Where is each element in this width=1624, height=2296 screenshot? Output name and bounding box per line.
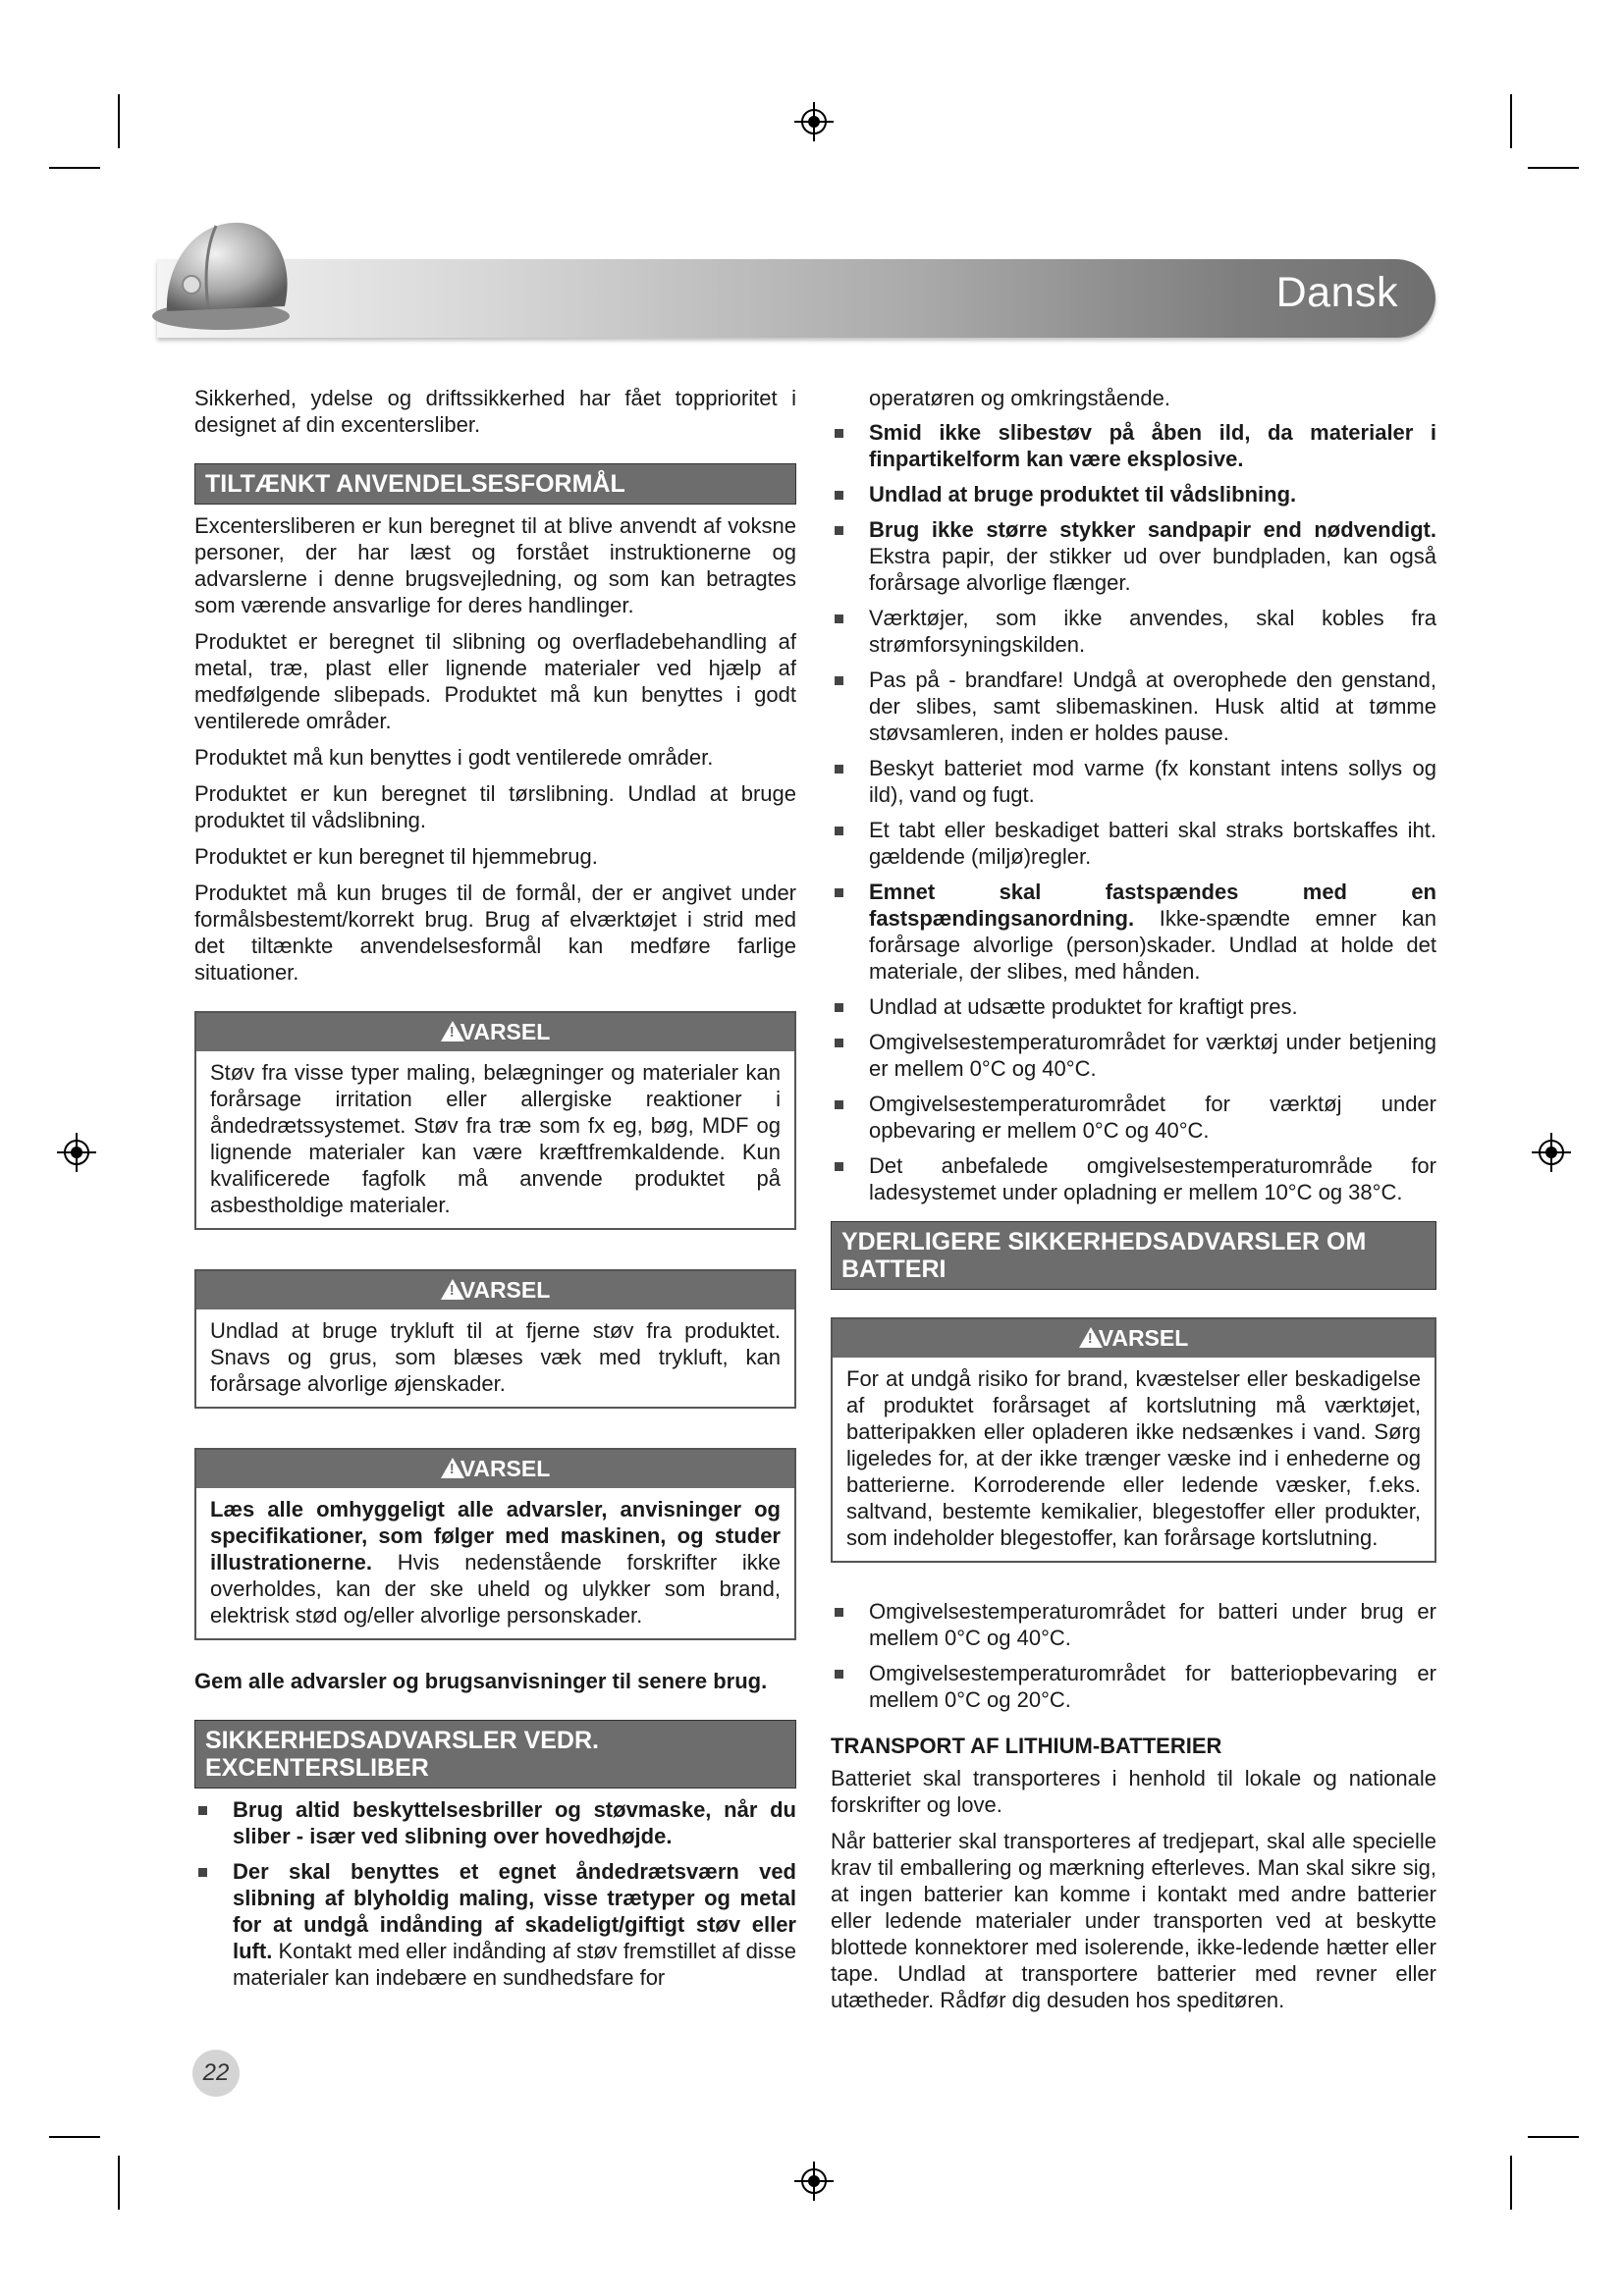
registration-mark-icon xyxy=(794,102,834,141)
list-item: Undlad at udsætte produktet for kraftigt pres. xyxy=(831,993,1436,1020)
section-title-safety: SIKKERHEDSADVARSLER VEDR. EXCENTERSLIBER xyxy=(194,1720,796,1789)
registration-mark-icon xyxy=(1532,1133,1571,1172)
keep-instructions-notice: Gem alle advarsler og brugsanvisninger til senere brug. xyxy=(194,1669,768,1693)
list-item: Smid ikke slibestøv på åben ild, da materialer i finpartikelform kan være eksplosive. xyxy=(831,419,1436,472)
registration-mark-icon xyxy=(57,1133,96,1172)
warning-header xyxy=(833,1319,1435,1358)
crop-mark xyxy=(118,2156,120,2210)
crop-mark xyxy=(118,94,120,148)
language-header-band xyxy=(157,259,1435,338)
crop-mark xyxy=(1510,94,1512,148)
warning-triangle-icon xyxy=(441,1021,464,1041)
warning-label: VARSEL xyxy=(460,1277,551,1303)
intended-use-paragraph: Excentersliberen er kun beregnet til at blive anvendt af voksne personer, der har læst og forstået instruktionerne og advarslerne i denne brugsvejledning, og som kan betragtes som værende ansvarlige for deres handlinger. xyxy=(194,513,796,617)
warning-label: VARSEL xyxy=(460,1456,551,1481)
transport-paragraph: Batteriet skal transporteres i henhold til lokale og nationale forskrifter og love. xyxy=(831,1766,1436,1817)
warning-triangle-icon xyxy=(1079,1327,1103,1348)
warning-text xyxy=(196,1488,794,1638)
battery-list xyxy=(831,1598,1436,1713)
left-column xyxy=(194,385,796,2000)
list-item: Omgivelsestemperaturområdet for batteriopbevaring er mellem 0°C og 20°C. xyxy=(831,1660,1436,1713)
intended-use-paragraph: Produktet må kun benyttes i godt ventilerede områder. xyxy=(194,745,714,770)
list-item: Værktøjer, som ikke anvendes, skal kobles fra strømforsyningskilden. xyxy=(831,605,1436,658)
safety-helmet-icon xyxy=(147,208,304,336)
transport-title: TRANSPORT AF LITHIUM-BATTERIER xyxy=(831,1734,1222,1758)
warning-box xyxy=(831,1317,1436,1563)
warning-text: For at undgå risiko for brand, kvæstelser eller beskadigelse af produktet forårsaget af kortslutning må værktøjet, batteripakken eller opladeren ikke nedsænkes i vand. Sørg ligeledes for, at der ikke trænger væske ind i enhederne og batterierne. Korroderende eller ledende væsker, f.eks. saltvand, bestemte kemikalier, blegestoffer eller produkter, som indeholder blegestoffer, kan forårsage kortslutning. xyxy=(846,1366,1421,1550)
registration-mark-icon xyxy=(794,2162,834,2201)
warning-label: VARSEL xyxy=(1098,1325,1189,1351)
list-item: Emnet skal fastspændes med en fastspændingsanordning. Ikke-spændte emner kan forårsage alvorlige (person)skader. Undlad at holde det materiale, der slibes, med hånden. xyxy=(831,879,1436,985)
transport-paragraph: Når batterier skal transporteres af tredjepart, skal alle specielle krav til emballering og mærkning efterleves. Man skal sikre sig, at ingen batterier kan komme i kontakt med andre batterier eller ledende materialer under transporten ved at beskytte blottede konnektorer med isolerende, ikke-ledende hætter eller tape. Undlad at transportere batterier med revner eller utætheder. Rådfør dig desuden hos speditøren. xyxy=(831,1829,1436,2012)
crop-mark xyxy=(1510,2156,1512,2210)
intended-use-paragraph: Produktet er beregnet til slibning og overfladebehandling af metal, træ, plast eller lignende materialer ved hjælp af medfølgende slibepads. Produktet må kun benyttes i godt ventilerede områder. xyxy=(194,629,796,733)
list-item: Der skal benyttes et egnet åndedrætsværn ved slibning af blyholdig maling, visse trætyper og metal for at undgå indånding af skadeligt/giftigt støv eller luft. Kontakt med eller indånding af støv fremstillet af disse materialer kan indebære en sundhedsfare for xyxy=(194,1858,796,1991)
language-title: Dansk xyxy=(1275,269,1398,316)
warning-header xyxy=(196,1450,794,1488)
warning-label: VARSEL xyxy=(460,1019,551,1044)
crop-mark xyxy=(49,2136,100,2138)
warning-bold-text: Læs alle omhyggeligt alle advarsler, anvisninger og specifikationer, som følger med maskinen, og studer illustrationerne. xyxy=(210,1497,781,1575)
crop-mark xyxy=(49,167,100,169)
right-column xyxy=(831,385,1436,2023)
intro-text: Sikkerhed, ydelse og driftssikkerhed har fået topprioritet i designet af din excentersliber. xyxy=(194,386,796,437)
intended-use-paragraph: Produktet er kun beregnet til tørslibning. Undlad at bruge produktet til vådslibning. xyxy=(194,781,796,832)
crop-mark xyxy=(1528,167,1579,169)
warning-triangle-icon xyxy=(441,1279,464,1300)
crop-mark xyxy=(1528,2136,1579,2138)
list-item: Omgivelsestemperaturområdet for batteri under brug er mellem 0°C og 40°C. xyxy=(831,1598,1436,1651)
page-number: 22 xyxy=(192,2050,240,2097)
continued-text: operatøren og omkringstående. xyxy=(869,386,1170,410)
warning-box xyxy=(194,1448,796,1640)
list-item: Beskyt batteriet mod varme (fx konstant intens sollys og ild), vand og fugt. xyxy=(831,755,1436,808)
warning-header xyxy=(196,1013,794,1051)
list-item: Brug ikke større stykker sandpapir end nødvendigt. Ekstra papir, der stikker ud over bundpladen, kan også forårsage alvorlige flænger. xyxy=(831,516,1436,596)
safety-list-continued xyxy=(831,419,1436,1205)
section-title-intended-use: TILTÆNKT ANVENDELSESFORMÅL xyxy=(194,463,796,505)
list-item: Undlad at bruge produktet til vådslibning. xyxy=(831,481,1436,507)
list-item: Brug altid beskyttelsesbriller og støvmaske, når du sliber - især ved slibning over hovedhøjde. xyxy=(194,1796,796,1849)
warning-box xyxy=(194,1269,796,1409)
warning-triangle-icon xyxy=(441,1458,464,1478)
list-item: Omgivelsestemperaturområdet for værktøj under opbevaring er mellem 0°C og 40°C. xyxy=(831,1091,1436,1144)
warning-plain-text: Hvis nedenstående forskrifter ikke overholdes, kan der ske uheld og ulykker som brand, elektrisk stød og/eller alvorlige personskader. xyxy=(210,1550,781,1628)
warning-box xyxy=(194,1011,796,1230)
intended-use-paragraph: Produktet er kun beregnet til hjemmebrug. xyxy=(194,844,598,869)
list-item: Pas på - brandfare! Undgå at overophede den genstand, der slibes, samt slibemaskinen. Husk altid at tømme støvsamleren, inden er holdes pause. xyxy=(831,667,1436,746)
warning-header xyxy=(196,1271,794,1309)
warning-text: Støv fra visse typer maling, belægninger og materialer kan forårsage irritation eller allergiske reaktioner i åndedrætssystemet. Støv fra træ som fx eg, bøg, MDF og lignende materialer kan være kræftfremkaldende. Kun kvalificerede fagfolk må anvende produktet på asbestholdige materialer. xyxy=(210,1060,781,1217)
section-title-battery: YDERLIGERE SIKKERHEDSADVARSLER OM BATTERI xyxy=(831,1221,1436,1290)
list-item: Omgivelsestemperaturområdet for værktøj under betjening er mellem 0°C og 40°C. xyxy=(831,1029,1436,1082)
list-item: Det anbefalede omgivelsestemperaturområde for ladesystemet under opladning er mellem 10°C og 38°C. xyxy=(831,1152,1436,1205)
list-item: Et tabt eller beskadiget batteri skal straks bortskaffes iht. gældende (miljø)regler. xyxy=(831,817,1436,870)
intended-use-paragraph: Produktet må kun bruges til de formål, der er angivet under formålsbestemt/korrekt brug. Brug af elværktøjet i strid med det tiltænkte anvendelsesformål kan medføre farlige situationer. xyxy=(194,881,796,985)
warning-text: Undlad at bruge trykluft til at fjerne støv fra produktet. Snavs og grus, som blæses væk med trykluft, kan forårsage alvorlige øjenskader. xyxy=(210,1318,781,1396)
safety-list xyxy=(194,1796,796,1991)
